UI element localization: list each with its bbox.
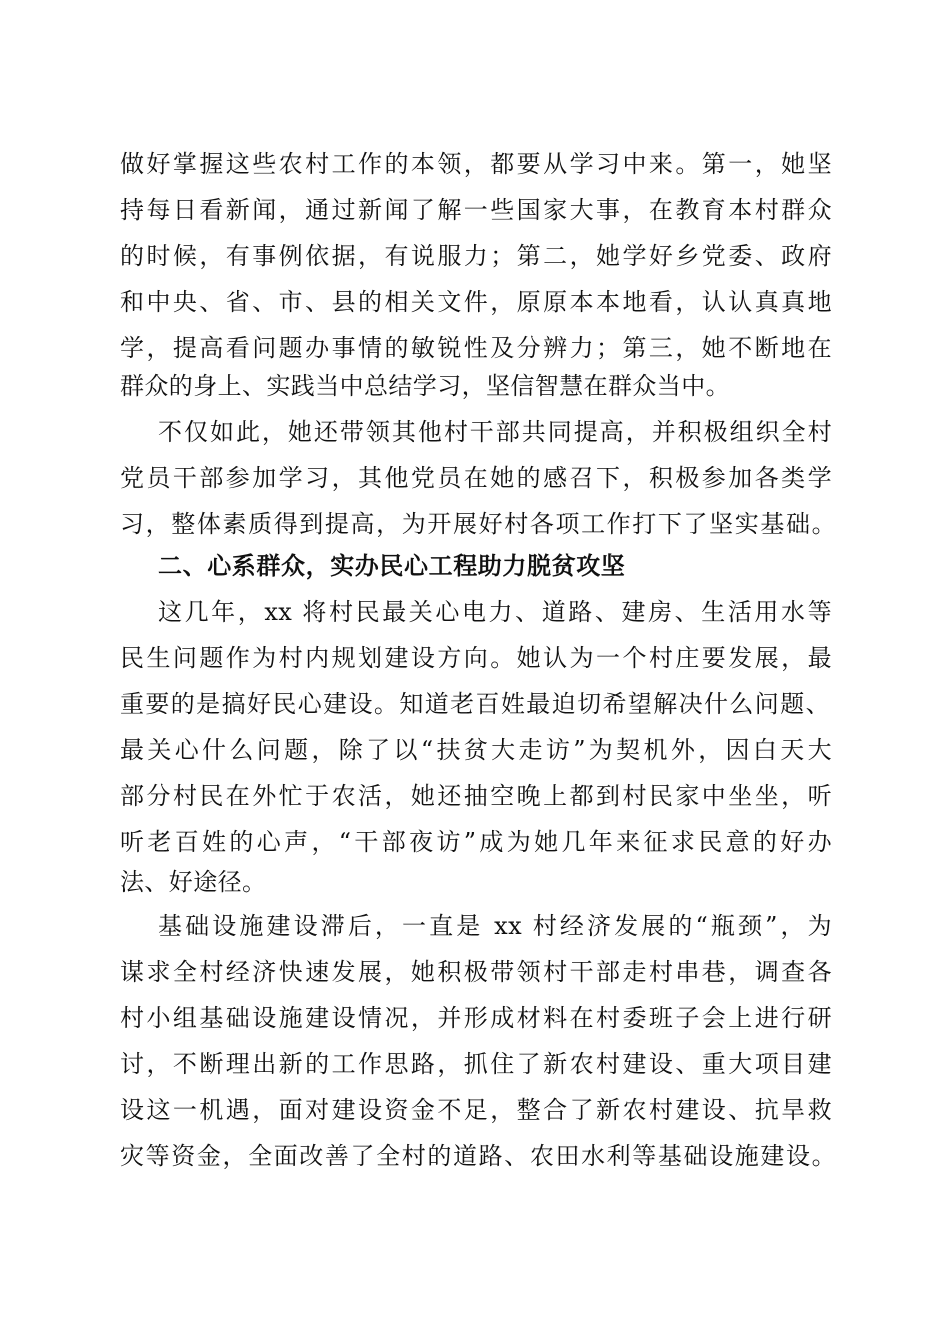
text-line: 和中央、省、市、县的相关文件，原原本本地看，认认真真地 — [120, 288, 832, 316]
text-line: 的时候，有事例依据，有说服力；第二，她学好乡党委、政府 — [120, 242, 832, 270]
text-line: 讨，不断理出新的工作思路，抓住了新农村建设、重大项目建 — [120, 1050, 832, 1078]
text-line: 习，整体素质得到提高，为开展好村各项工作打下了坚实基础。 — [120, 510, 836, 538]
text-line: 最关心什么问题，除了以“扶贫大走访”为契机外，因白天大 — [120, 736, 832, 764]
section-heading: 二、心系群众，实办民心工程助力脱贫攻坚 — [158, 552, 626, 580]
text-line: 做好掌握这些农村工作的本领，都要从学习中来。第一，她坚 — [120, 150, 832, 178]
text-line: 学，提高看问题办事情的敏锐性及分辨力；第三，她不断地在 — [120, 334, 832, 362]
text-line: 重要的是搞好民心建设。知道老百姓最迫切希望解决什么问题、 — [120, 690, 830, 718]
text-line: 部分村民在外忙于农活，她还抽空晚上都到村民家中坐坐，听 — [120, 782, 832, 810]
text-line: 听老百姓的心声，“干部夜访”成为她几年来征求民意的好办 — [120, 828, 832, 856]
text-line: 村小组基础设施建设情况，并形成材料在村委班子会上进行研 — [120, 1004, 832, 1032]
text-line: 谋求全村经济快速发展，她积极带领村干部走村串巷，调查各 — [120, 958, 832, 986]
text-line: 民生问题作为村内规划建设方向。她认为一个村庄要发展，最 — [120, 644, 832, 672]
text-line: 党员干部参加学习，其他党员在她的感召下，积极参加各类学 — [120, 464, 832, 492]
text-line: 灾等资金，全面改善了全村的道路、农田水利等基础设施建设。 — [120, 1142, 836, 1170]
paragraph-first-line: 这几年，xx 将村民最关心电力、道路、建房、生活用水等 — [158, 598, 832, 626]
text-line: 持每日看新闻，通过新闻了解一些国家大事，在教育本村群众 — [120, 196, 832, 224]
text-line: 设这一机遇，面对建设资金不足，整合了新农村建设、抗旱救 — [120, 1096, 832, 1124]
text-line: 法、好途径。 — [120, 868, 267, 896]
paragraph-first-line: 基础设施建设滞后，一直是 xx 村经济发展的“瓶颈”，为 — [158, 912, 832, 940]
paragraph-first-line: 不仅如此，她还带领其他村干部共同提高，并积极组织全村 — [158, 418, 832, 446]
text-line: 群众的身上、实践当中总结学习，坚信智慧在群众当中。 — [120, 372, 730, 400]
